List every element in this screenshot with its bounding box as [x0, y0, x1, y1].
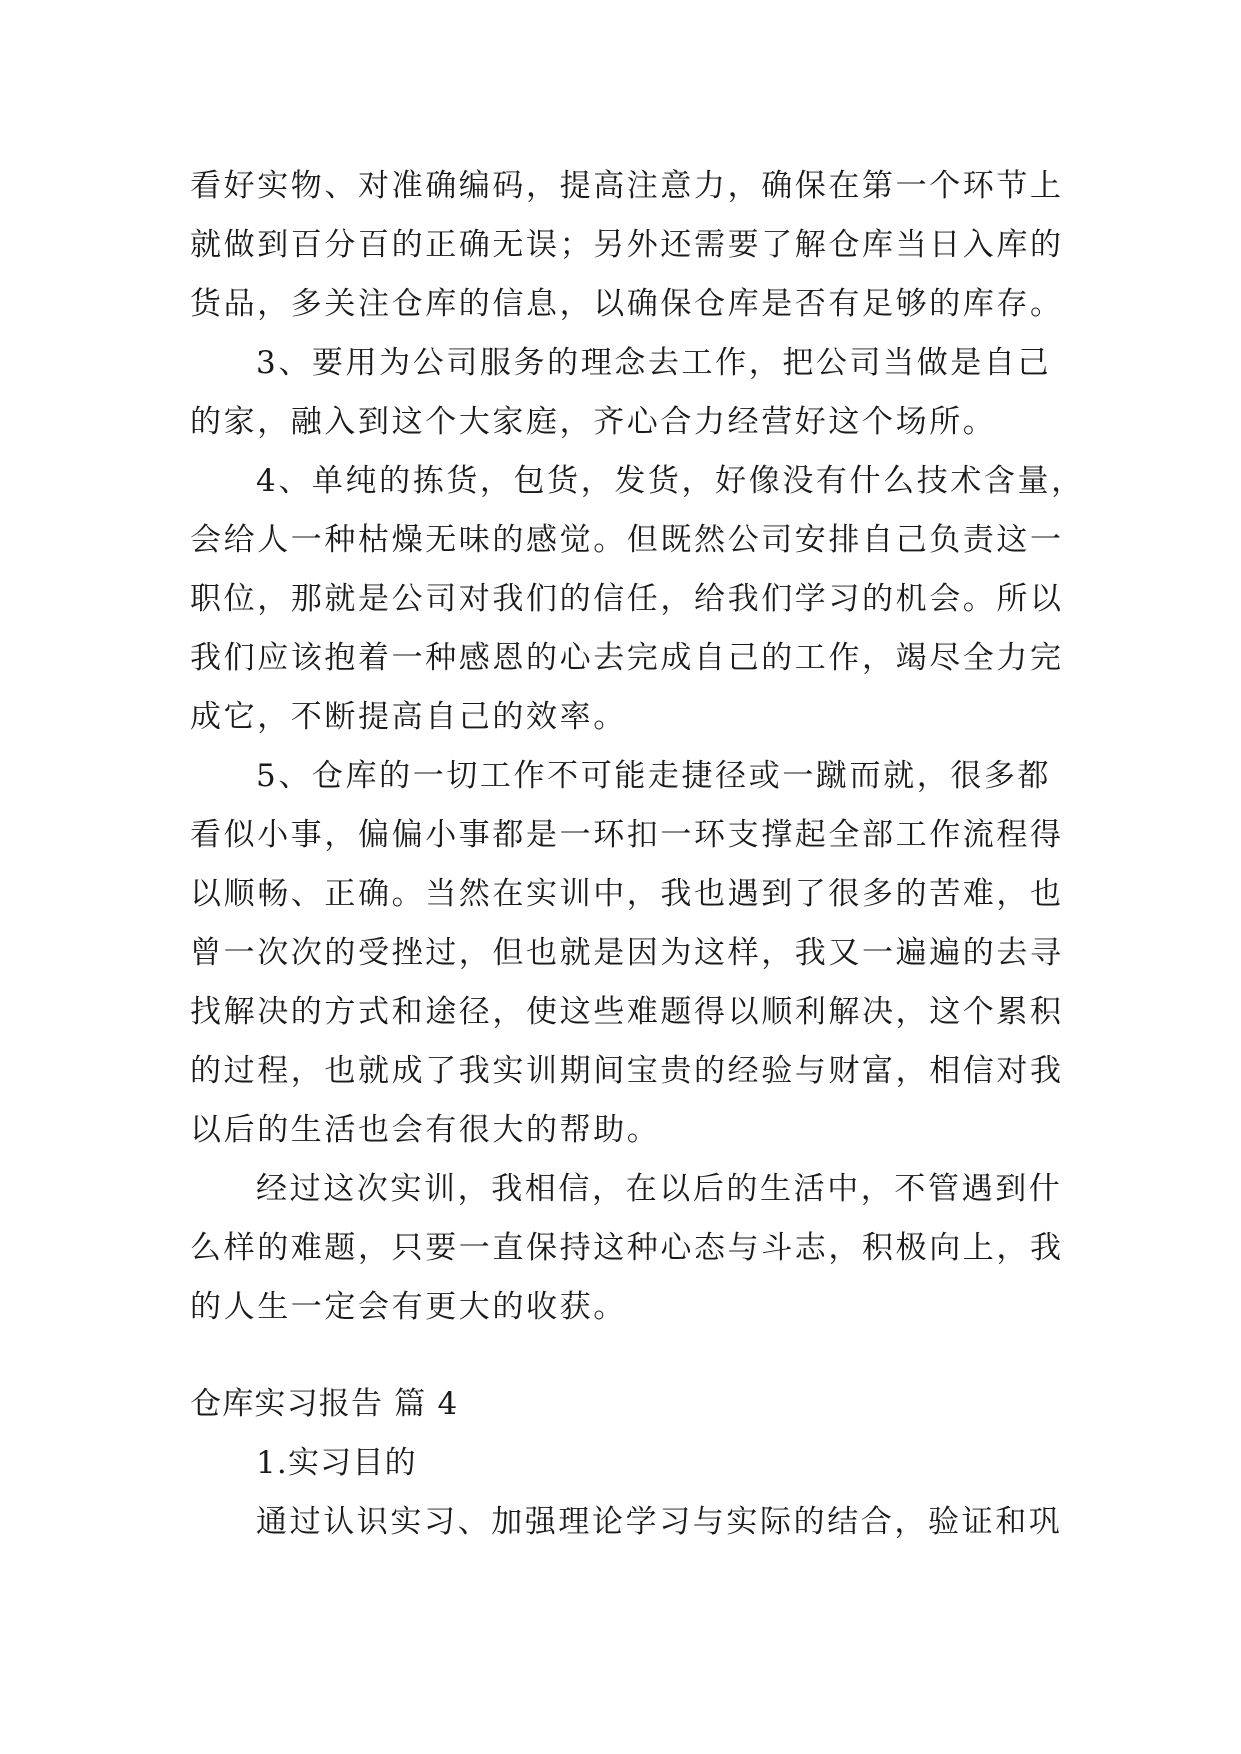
paragraph-line: 找解决的方式和途径，使这些难题得以顺利解决，这个累积: [190, 994, 1064, 1030]
paragraph-line: 的家，融入到这个大家庭，齐心合力经营好这个场所。: [190, 404, 997, 440]
section-heading: 仓库实习报告 篇 4: [190, 1386, 459, 1422]
subsection-heading: 1.实习目的: [256, 1445, 417, 1481]
paragraph-line: 通过认识实习、加强理论学习与实际的结合，验证和巩: [256, 1504, 1063, 1540]
paragraph-line: 货品，多关注仓库的信息，以确保仓库是否有足够的库存。: [190, 286, 1064, 322]
paragraph-line: 的过程，也就成了我实训期间宝贵的经验与财富，相信对我: [190, 1053, 1064, 1089]
paragraph-line: 就做到百分百的正确无误；另外还需要了解仓库当日入库的: [190, 227, 1064, 263]
paragraph-line: 看好实物、对准确编码，提高注意力，确保在第一个环节上: [190, 168, 1064, 204]
paragraph-line: 么样的难题，只要一直保持这种心态与斗志，积极向上，我: [190, 1230, 1064, 1266]
paragraph-line: 以后的生活也会有很大的帮助。: [190, 1112, 661, 1148]
paragraph-line: 5、仓库的一切工作不可能走捷径或一蹴而就，很多都: [256, 758, 1052, 794]
paragraph-line: 3、要用为公司服务的理念去工作，把公司当做是自己: [256, 345, 1052, 381]
paragraph-line: 我们应该抱着一种感恩的心去完成自己的工作，竭尽全力完: [190, 640, 1064, 676]
paragraph-line: 经过这次实训，我相信，在以后的生活中，不管遇到什: [256, 1171, 1063, 1207]
paragraph-line: 以顺畅、正确。当然在实训中，我也遇到了很多的苦难，也: [190, 876, 1064, 912]
paragraph-line: 曾一次次的受挫过，但也就是因为这样，我又一遍遍的去寻: [190, 935, 1064, 971]
paragraph-line: 的人生一定会有更大的收获。: [190, 1289, 627, 1325]
paragraph-line: 看似小事，偏偏小事都是一环扣一环支撑起全部工作流程得: [190, 817, 1064, 853]
paragraph-line: 4、单纯的拣货，包货，发货，好像没有什么技术含量，: [256, 463, 1085, 499]
paragraph-line: 职位，那就是公司对我们的信任，给我们学习的机会。所以: [190, 581, 1064, 617]
paragraph-line: 成它，不断提高自己的效率。: [190, 699, 627, 735]
paragraph-line: 会给人一种枯燥无味的感觉。但既然公司安排自己负责这一: [190, 522, 1064, 558]
